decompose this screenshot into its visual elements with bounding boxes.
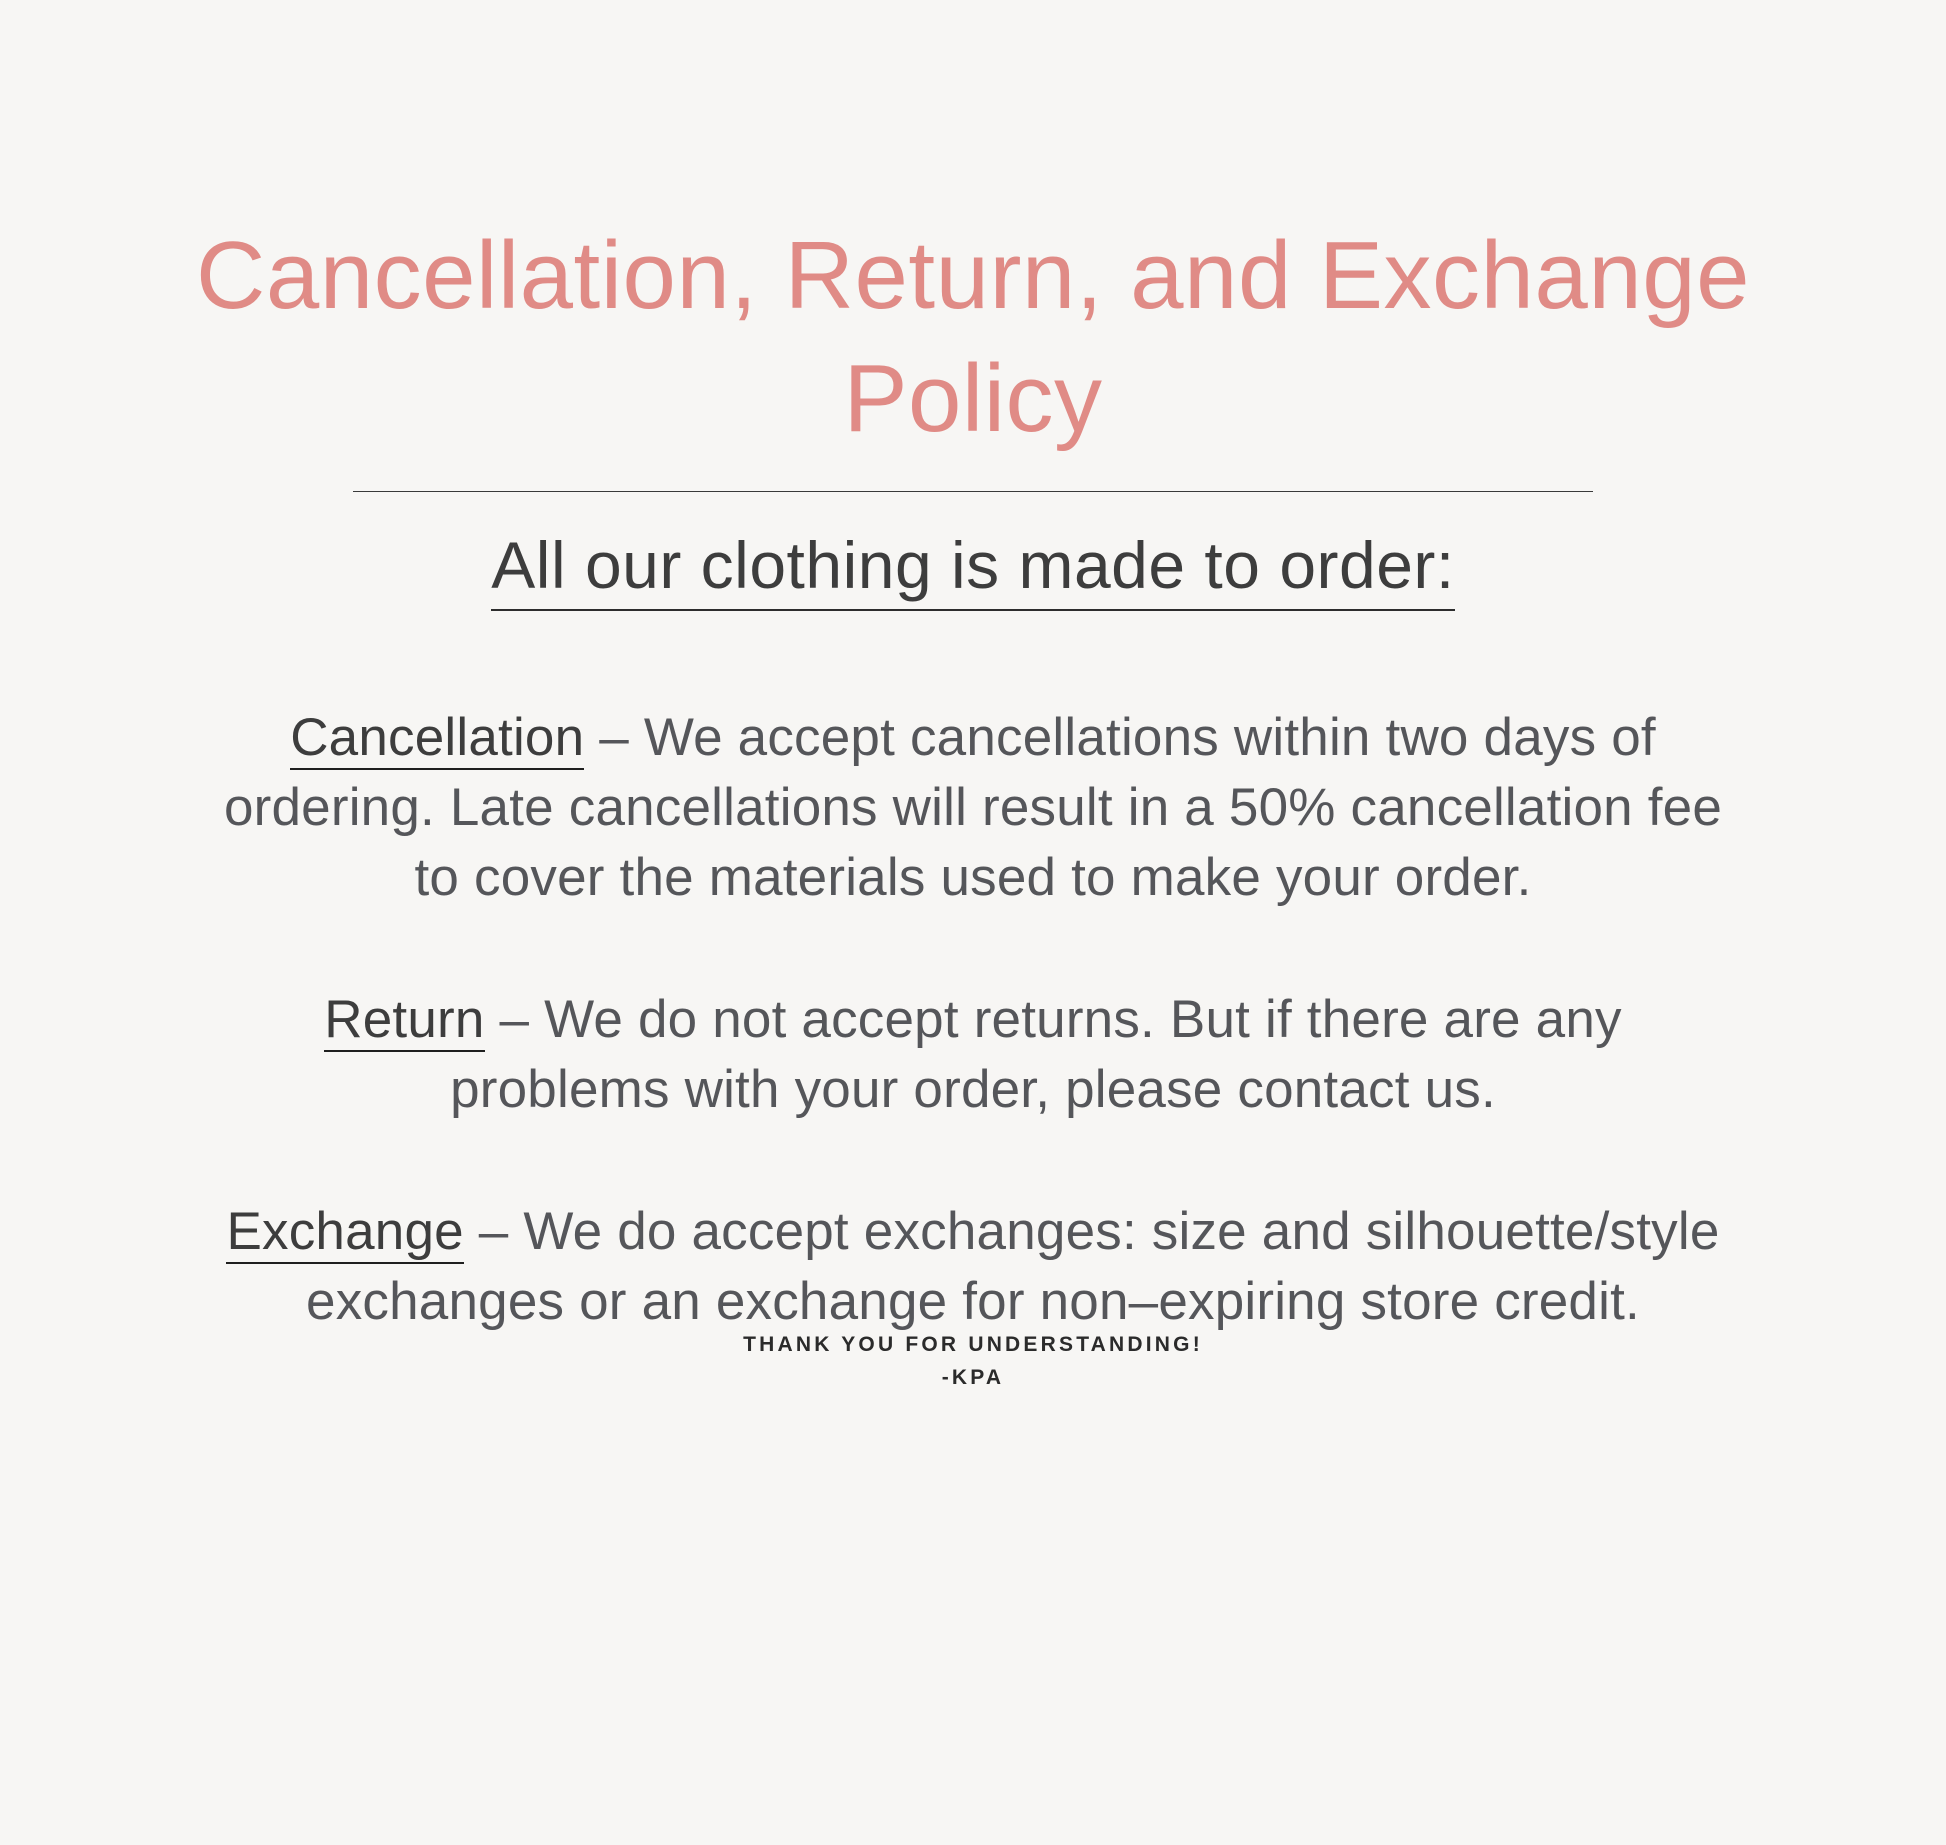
footer-signature: -KPA: [941, 1366, 1005, 1389]
policy-text-return: We do not accept returns. But if there are any problems with your order, please contact us.: [450, 989, 1622, 1119]
policy-section-cancellation: [223, 703, 1723, 913]
policy-section-return: [223, 985, 1723, 1125]
policy-section-exchange: [223, 1197, 1723, 1337]
title-divider: [353, 491, 1593, 492]
title-block: [123, 215, 1823, 461]
policy-dash-cancellation: –: [584, 707, 644, 767]
footer: [0, 1333, 1946, 1390]
page-title: Cancellation, Return, and Exchange Policy: [196, 222, 1750, 452]
policy-text-cancellation: We accept cancellations within two days of ordering. Late cancellations will result in a 50% cancellation fee to cover the materials used to make your order.: [223, 707, 1723, 907]
policy-term-cancellation: Cancellation: [290, 708, 584, 770]
policy-term-return: Return: [324, 990, 484, 1052]
footer-thank-you: THANK YOU FOR UNDERSTANDING!: [743, 1333, 1203, 1356]
policy-text-exchange: We do accept exchanges: size and silhouette/style exchanges or an exchange for non–expiring store credit.: [306, 1201, 1720, 1331]
policy-dash-return: –: [484, 989, 545, 1049]
policy-sections: [223, 703, 1723, 1337]
policy-dash-exchange: –: [463, 1201, 524, 1261]
subtitle-block: [123, 526, 1823, 611]
policy-term-exchange: Exchange: [226, 1202, 463, 1264]
subtitle: All our clothing is made to order:: [491, 526, 1454, 611]
